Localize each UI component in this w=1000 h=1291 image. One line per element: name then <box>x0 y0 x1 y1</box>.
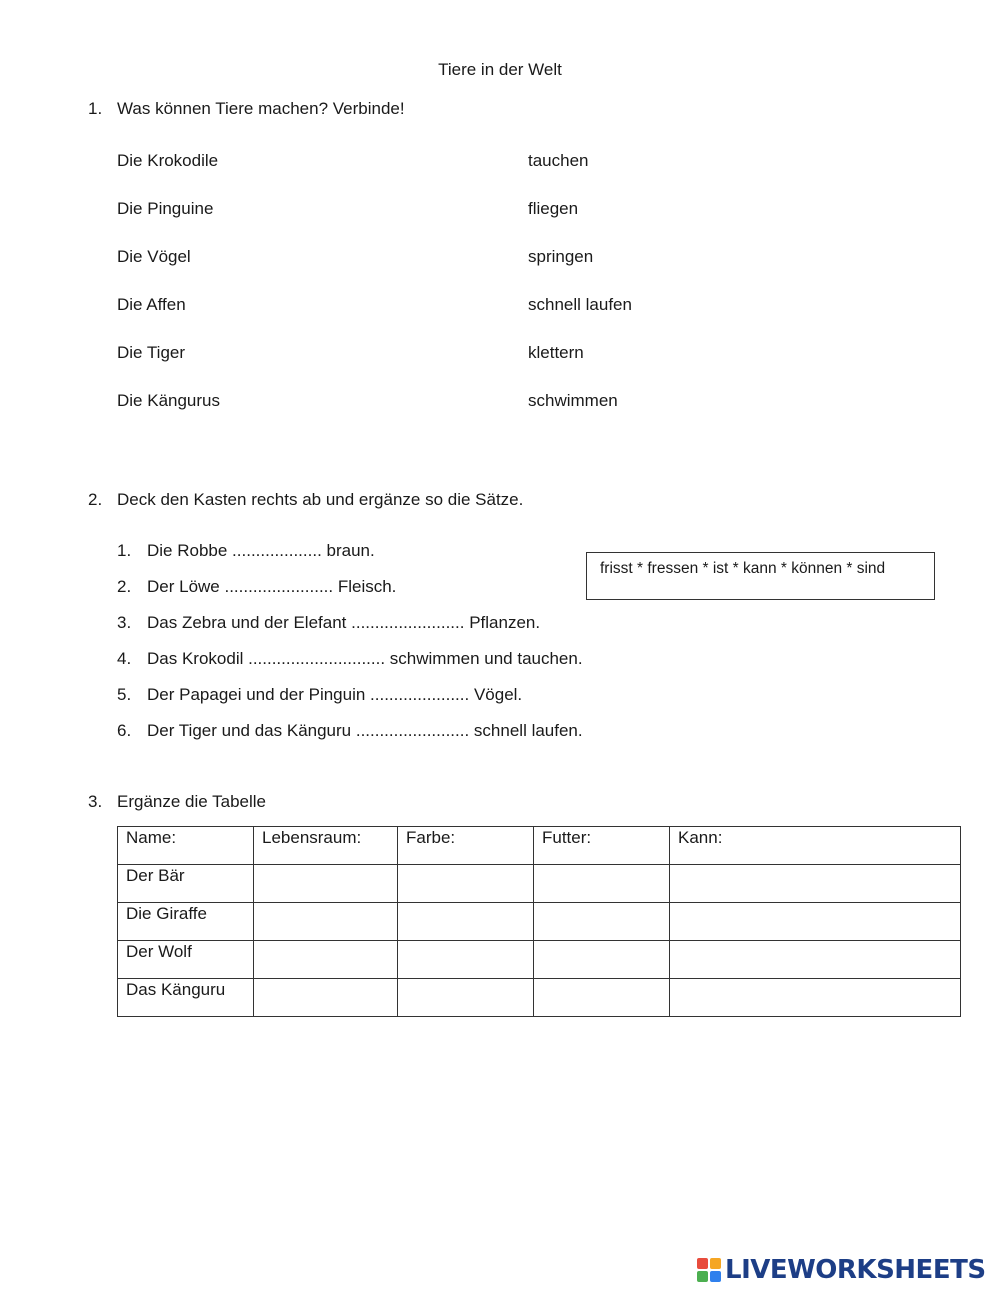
answer-cell[interactable] <box>670 903 961 941</box>
sentence-text[interactable]: Die Robbe ................... braun. <box>147 541 375 560</box>
table-header: Futter: <box>534 827 670 865</box>
table-row <box>118 979 961 1017</box>
logo-mark-icon <box>697 1258 721 1282</box>
match-right-item[interactable]: klettern <box>528 343 584 362</box>
match-left-item[interactable]: Die Kängurus <box>117 391 221 410</box>
sentence-number: 2. <box>117 577 132 596</box>
q3-number: 3. <box>88 792 103 811</box>
answer-cell[interactable] <box>398 941 534 979</box>
logo-square <box>710 1258 721 1269</box>
q1-number: 1. <box>88 99 103 118</box>
sentence-text[interactable]: Das Krokodil ............................. schwimmen und tauchen. <box>147 649 583 668</box>
match-left-item[interactable]: Die Vögel <box>117 247 191 266</box>
sentence-text[interactable]: Das Zebra und der Elefant ........................ Pflanzen. <box>147 613 541 632</box>
word-box <box>586 552 935 600</box>
q3-instruction: Ergänze die Tabelle <box>117 792 267 811</box>
answer-cell[interactable] <box>398 903 534 941</box>
table-header: Name: <box>118 827 254 865</box>
sentence-number: 6. <box>117 721 132 740</box>
q2-instruction: Deck den Kasten rechts ab und ergänze so die Sätze. <box>117 490 524 509</box>
table-header: Kann: <box>670 827 961 865</box>
logo-text: LIVEWORKSHEETS <box>725 1255 986 1285</box>
match-left-item[interactable]: Die Krokodile <box>117 151 219 170</box>
sentence-text[interactable]: Der Papagei und der Pinguin ..................... Vögel. <box>147 685 523 704</box>
match-left-item[interactable]: Die Pinguine <box>117 199 214 218</box>
match-right-item[interactable]: fliegen <box>528 199 579 218</box>
logo-square <box>710 1271 721 1282</box>
table-header-row <box>118 827 961 865</box>
answer-cell[interactable] <box>254 941 398 979</box>
answer-cell[interactable] <box>534 865 670 903</box>
answer-cell[interactable] <box>254 903 398 941</box>
page-title: Tiere in der Welt <box>438 60 562 79</box>
sentence-number: 3. <box>117 613 132 632</box>
answer-cell[interactable] <box>398 865 534 903</box>
answer-cell[interactable] <box>254 865 398 903</box>
match-left-item[interactable]: Die Affen <box>117 295 186 314</box>
sentence-number: 1. <box>117 541 132 560</box>
match-left-item[interactable]: Die Tiger <box>117 343 186 362</box>
match-right-item[interactable]: schwimmen <box>528 391 618 410</box>
row-name: Die Giraffe <box>118 903 254 941</box>
animal-table <box>117 826 961 1017</box>
sentence-number: 5. <box>117 685 132 704</box>
row-name: Das Känguru <box>118 979 254 1017</box>
sentence-text[interactable]: Der Tiger und das Känguru ........................ schnell laufen. <box>147 721 583 740</box>
logo-square <box>697 1271 708 1282</box>
answer-cell[interactable] <box>534 979 670 1017</box>
table-row <box>118 903 961 941</box>
match-right-item[interactable]: tauchen <box>528 151 589 170</box>
answer-cell[interactable] <box>670 941 961 979</box>
q2-number: 2. <box>88 490 103 509</box>
table-row <box>118 865 961 903</box>
answer-cell[interactable] <box>254 979 398 1017</box>
liveworksheets-logo[interactable] <box>697 1255 986 1285</box>
sentence-number: 4. <box>117 649 132 668</box>
table-header: Farbe: <box>398 827 534 865</box>
answer-cell[interactable] <box>534 941 670 979</box>
match-right-item[interactable]: schnell laufen <box>528 295 632 314</box>
logo-square <box>697 1258 708 1269</box>
q1-instruction: Was können Tiere machen? Verbinde! <box>117 99 405 118</box>
answer-cell[interactable] <box>534 903 670 941</box>
answer-cell[interactable] <box>670 865 961 903</box>
answer-cell[interactable] <box>670 979 961 1017</box>
match-right-item[interactable]: springen <box>528 247 594 266</box>
row-name: Der Bär <box>118 865 254 903</box>
word-box-text: frisst * fressen * ist * kann * können * sind <box>600 560 886 577</box>
answer-cell[interactable] <box>398 979 534 1017</box>
table-row <box>118 941 961 979</box>
sentence-text[interactable]: Der Löwe ....................... Fleisch. <box>147 577 397 596</box>
table-header: Lebensraum: <box>254 827 398 865</box>
row-name: Der Wolf <box>118 941 254 979</box>
